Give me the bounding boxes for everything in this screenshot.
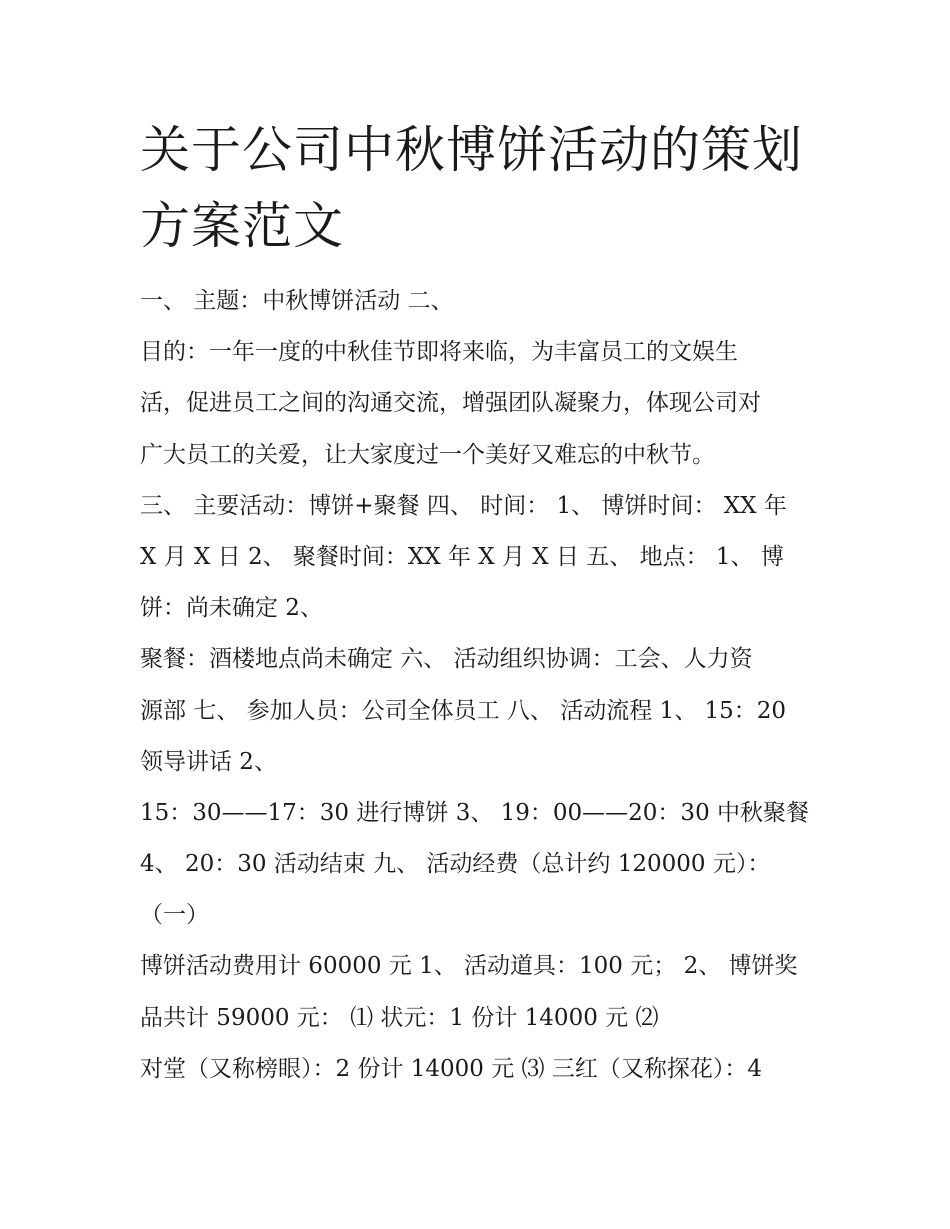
body-line: 领导讲话 2、 [140,748,277,775]
body-line: 聚餐：酒楼地点尚未确定 六、 活动组织协调：工会、人力资 [140,646,753,673]
body-line: 饼：尚未确定 2、 [140,595,323,622]
body-line: （一） [140,902,209,929]
title-line-2: 方案范文 [140,197,344,255]
body-line: 15：30——17：30 进行博饼 3、 19：00——20：30 中秋聚餐 [140,799,810,826]
body-line: X 月 X 日 2、 聚餐时间：XX 年 X 月 X 日 五、 地点： 1、 博 [140,543,784,570]
body-line: 活，促进员工之间的沟通交流，增强团队凝聚力，体现公司对 [140,390,761,417]
document-title [140,112,840,264]
document-body [140,276,820,1095]
body-line: 4、 20：30 活动结束 九、 活动经费（总计约 120000 元）： [140,851,771,878]
body-line: 广大员工的关爱，让大家度过一个美好又难忘的中秋节。 [140,441,715,468]
body-line: 品共计 59000 元： ⑴ 状元：1 份计 14000 元 ⑵ [140,1004,659,1031]
body-line: 目的：一年一度的中秋佳节即将来临，为丰富员工的文娱生 [140,339,738,366]
body-line: 一、 主题：中秋博饼活动 二、 [140,288,454,314]
title-line-1: 关于公司中秋博饼活动的策划 [140,121,803,179]
body-line: 博饼活动费用计 60000 元 1、 活动道具：100 元； 2、 博饼奖 [140,953,798,980]
body-line: 三、 主要活动：博饼+聚餐 四、 时间： 1、 博饼时间： XX 年 [140,492,787,519]
body-line: 源部 七、 参加人员：公司全体员工 八、 活动流程 1、 15：20 [140,697,787,724]
body-line: 对堂（又称榜眼）：2 份计 14000 元 ⑶ 三红（又称探花）：4 [140,1055,762,1082]
